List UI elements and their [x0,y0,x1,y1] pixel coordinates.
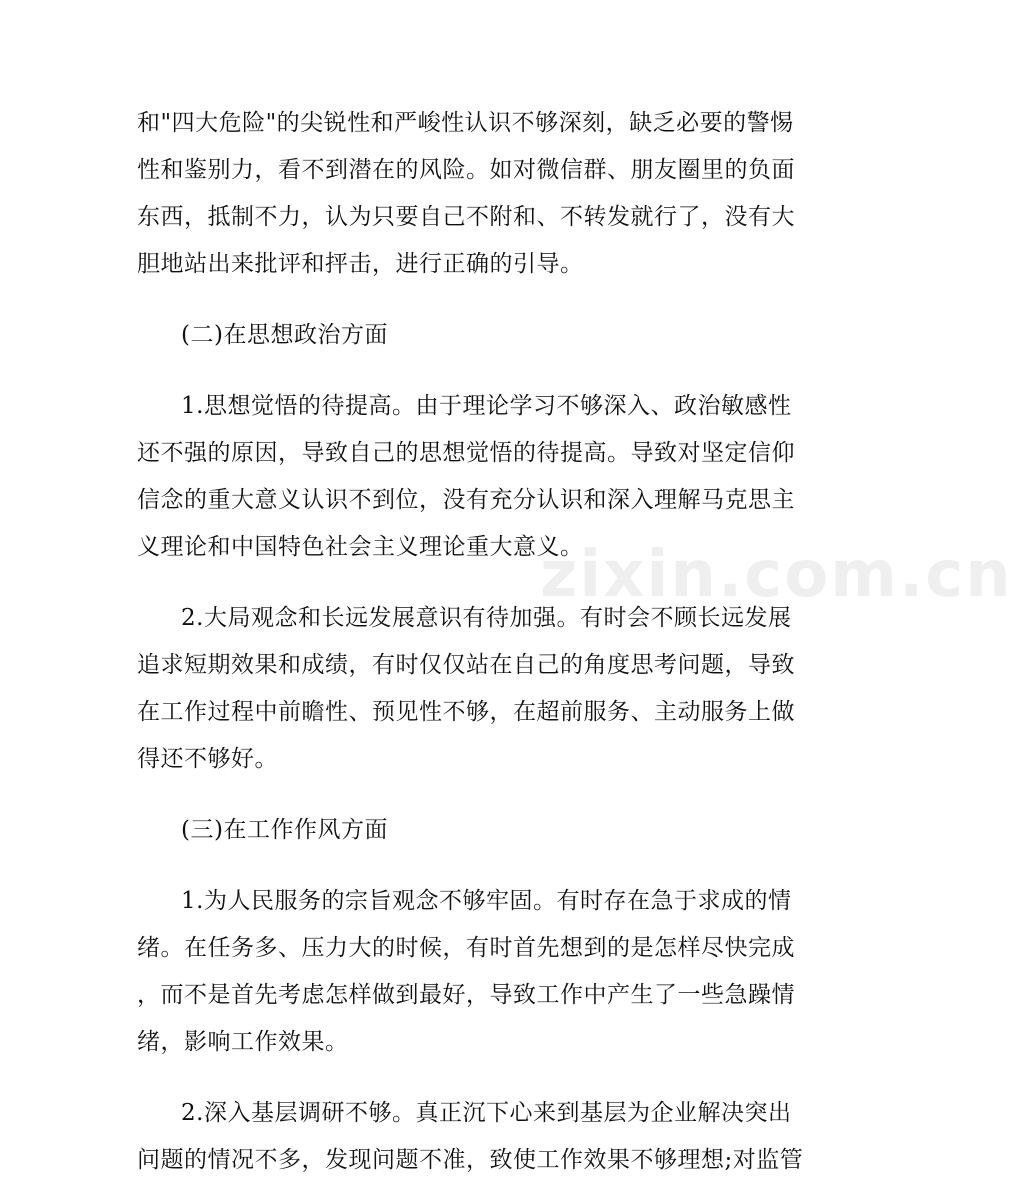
text-line: 1.为人民服务的宗旨观念不够牢固。有时存在急于求成的情 [181,888,792,914]
text-line: 义理论和中国特色社会主义理论重大意义。 [137,534,584,560]
text-line: 东西，抵制不力，认为只要自己不附和、不转发就行了，没有大 [137,204,795,230]
paragraph [137,1090,804,1184]
text-line: 在工作过程中前瞻性、预见性不够，在超前服务、主动服务上做 [137,699,795,725]
document-page [137,100,804,1184]
text-line: 问题的情况不多，发现问题不准，致使工作效果不够理想;对监管 [137,1147,804,1173]
text-line: 还不强的原因，导致自己的思想觉悟的待提高。导致对坚定信仰 [137,440,795,466]
text-line: 性和鉴别力，看不到潜在的风险。如对微信群、朋友圈里的负面 [137,157,795,183]
section-heading: (三)在工作作风方面 [181,817,388,843]
text-line: 绪，影响工作效果。 [137,1029,349,1055]
text-line: 追求短期效果和成绩，有时仅仅站在自己的角度思考问题，导致 [137,652,795,678]
paragraph [137,595,795,783]
paragraph [137,100,795,288]
text-line: 绪。在任务多、压力大的时候，有时首先想到的是怎样尽快完成 [137,935,795,961]
text-line: 胆地站出来批评和抨击，进行正确的引导。 [137,251,584,277]
watermark: zixin.com.cn [540,538,1013,612]
text-line: 信念的重大意义认识不到位，没有充分认识和深入理解马克思主 [137,487,795,513]
text-line: 2.深入基层调研不够。真正沉下心来到基层为企业解决突出 [181,1100,792,1126]
text-line: ，而不是首先考虑怎样做到最好，导致工作中产生了一些急躁情 [137,982,795,1008]
paragraph [137,383,795,571]
text-line: 1.思想觉悟的待提高。由于理论学习不够深入、政治敏感性 [181,393,792,419]
text-line: 得还不够好。 [137,746,278,772]
text-line: 和"四大危险"的尖锐性和严峻性认识不够深刻，缺乏必要的警惕 [137,110,794,136]
paragraph [137,878,795,1066]
section-heading: (二)在思想政治方面 [181,322,388,348]
text-line: 2.大局观念和长远发展意识有待加强。有时会不顾长远发展 [181,605,792,631]
